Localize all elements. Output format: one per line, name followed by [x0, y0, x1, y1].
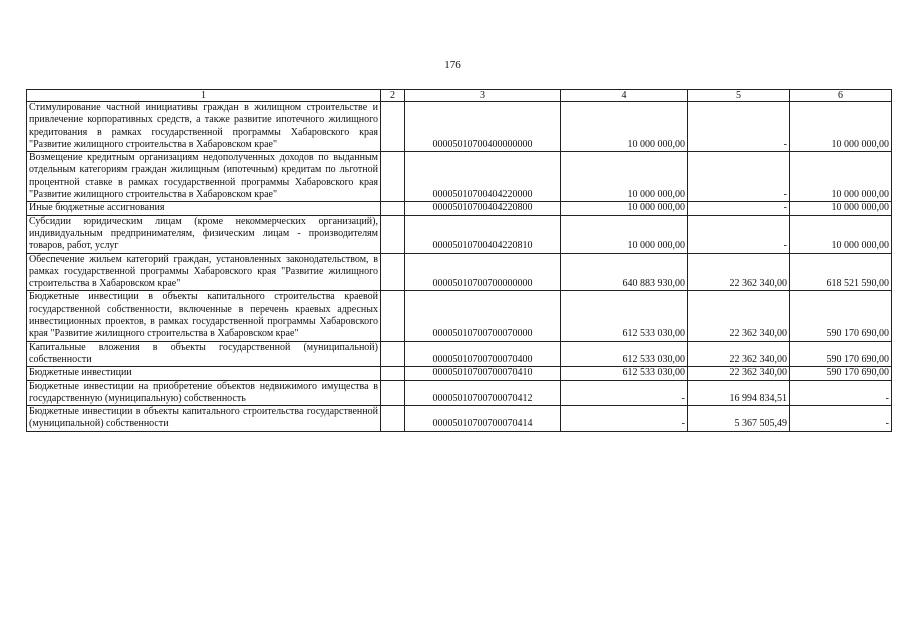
row-col2 — [381, 215, 405, 253]
row-code: 00005010700700070412 — [405, 380, 561, 406]
row-code: 00005010700400000000 — [405, 102, 561, 152]
row-value-5: - — [688, 152, 790, 202]
row-value-4: 10 000 000,00 — [561, 202, 688, 215]
row-value-4: - — [561, 406, 688, 432]
row-value-6: 10 000 000,00 — [790, 215, 892, 253]
row-value-4: - — [561, 380, 688, 406]
row-name: Иные бюджетные ассигнования — [27, 202, 381, 215]
row-code: 00005010700700070000 — [405, 291, 561, 341]
row-value-6: - — [790, 380, 892, 406]
row-name: Бюджетные инвестиции в объекты капитального строительства краевой государственной собственности, включенные в перечень краевых адресных инвестиционных проектов, в рамках государственной программы Хабаровского края "Развитие жилищного строительства в Хабаровском крае" — [27, 291, 381, 341]
row-value-4: 10 000 000,00 — [561, 215, 688, 253]
row-name: Стимулирование частной инициативы граждан в жилищном строительстве и привлечение корпоративных средств, а также развитие ипотечного жилищного кредитования в рамках государственной программы Хабаровского края "Развитие жилищного строительства в Хабаровском крае" — [27, 102, 381, 152]
row-name: Субсидии юридическим лицам (кроме некоммерческих организаций), индивидуальным предпринимателям, физическим лицам - производителям товаров, работ, услуг — [27, 215, 381, 253]
table-row — [27, 202, 892, 215]
column-header-3: 3 — [405, 90, 561, 102]
table-header-row — [27, 90, 892, 102]
column-header-6: 6 — [790, 90, 892, 102]
column-header-5: 5 — [688, 90, 790, 102]
row-value-6: 590 170 690,00 — [790, 367, 892, 380]
column-header-4: 4 — [561, 90, 688, 102]
table-row — [27, 380, 892, 406]
row-value-4: 10 000 000,00 — [561, 102, 688, 152]
row-code: 00005010700700070400 — [405, 341, 561, 367]
page-number: 176 — [444, 59, 461, 71]
column-header-2: 2 — [381, 90, 405, 102]
row-name: Бюджетные инвестиции в объекты капитального строительства государственной (муниципальной) собственности — [27, 406, 381, 432]
row-value-5: 16 994 834,51 — [688, 380, 790, 406]
row-name: Обеспечение жильем категорий граждан, установленных законодательством, в рамках государственной программы Хабаровского края "Развитие жилищного строительства в Хабаровском крае" — [27, 253, 381, 291]
row-name: Бюджетные инвестиции на приобретение объектов недвижимого имущества в государственную (муниципальную) собственность — [27, 380, 381, 406]
column-header-1: 1 — [27, 90, 381, 102]
row-name: Капитальные вложения в объекты государственной (муниципальной) собственности — [27, 341, 381, 367]
row-col2 — [381, 380, 405, 406]
table-row — [27, 152, 892, 202]
row-value-6: 590 170 690,00 — [790, 291, 892, 341]
row-value-4: 612 533 030,00 — [561, 291, 688, 341]
row-value-5: 22 362 340,00 — [688, 253, 790, 291]
row-code: 00005010700700000000 — [405, 253, 561, 291]
row-value-6: 590 170 690,00 — [790, 341, 892, 367]
row-code: 00005010700404220810 — [405, 215, 561, 253]
table-row — [27, 215, 892, 253]
row-value-4: 640 883 930,00 — [561, 253, 688, 291]
budget-table — [26, 89, 892, 432]
row-value-6: 10 000 000,00 — [790, 152, 892, 202]
row-code: 00005010700404220800 — [405, 202, 561, 215]
row-value-6: 618 521 590,00 — [790, 253, 892, 291]
row-value-6: 10 000 000,00 — [790, 202, 892, 215]
row-value-6: - — [790, 406, 892, 432]
row-value-5: - — [688, 215, 790, 253]
table-row — [27, 341, 892, 367]
row-col2 — [381, 202, 405, 215]
row-col2 — [381, 253, 405, 291]
row-code: 00005010700700070410 — [405, 367, 561, 380]
row-col2 — [381, 367, 405, 380]
table-row — [27, 102, 892, 152]
row-col2 — [381, 291, 405, 341]
row-value-5: 22 362 340,00 — [688, 367, 790, 380]
row-value-5: 22 362 340,00 — [688, 291, 790, 341]
row-value-5: - — [688, 202, 790, 215]
row-col2 — [381, 341, 405, 367]
row-value-4: 10 000 000,00 — [561, 152, 688, 202]
row-value-4: 612 533 030,00 — [561, 367, 688, 380]
row-col2 — [381, 102, 405, 152]
row-code: 00005010700700070414 — [405, 406, 561, 432]
row-name: Возмещение кредитным организациям недополученных доходов по выданным отдельным категориям граждан жилищным (ипотечным) кредитам по льготной процентной ставке в рамках государственной программы Хабаровского края "Развитие жилищного строительства в Хабаровском крае" — [27, 152, 381, 202]
table-row — [27, 367, 892, 380]
row-value-5: - — [688, 102, 790, 152]
row-col2 — [381, 152, 405, 202]
row-value-4: 612 533 030,00 — [561, 341, 688, 367]
table-row — [27, 253, 892, 291]
table-row — [27, 406, 892, 432]
table-row — [27, 291, 892, 341]
row-value-5: 5 367 505,49 — [688, 406, 790, 432]
row-col2 — [381, 406, 405, 432]
row-value-5: 22 362 340,00 — [688, 341, 790, 367]
row-value-6: 10 000 000,00 — [790, 102, 892, 152]
row-code: 00005010700404220000 — [405, 152, 561, 202]
row-name: Бюджетные инвестиции — [27, 367, 381, 380]
